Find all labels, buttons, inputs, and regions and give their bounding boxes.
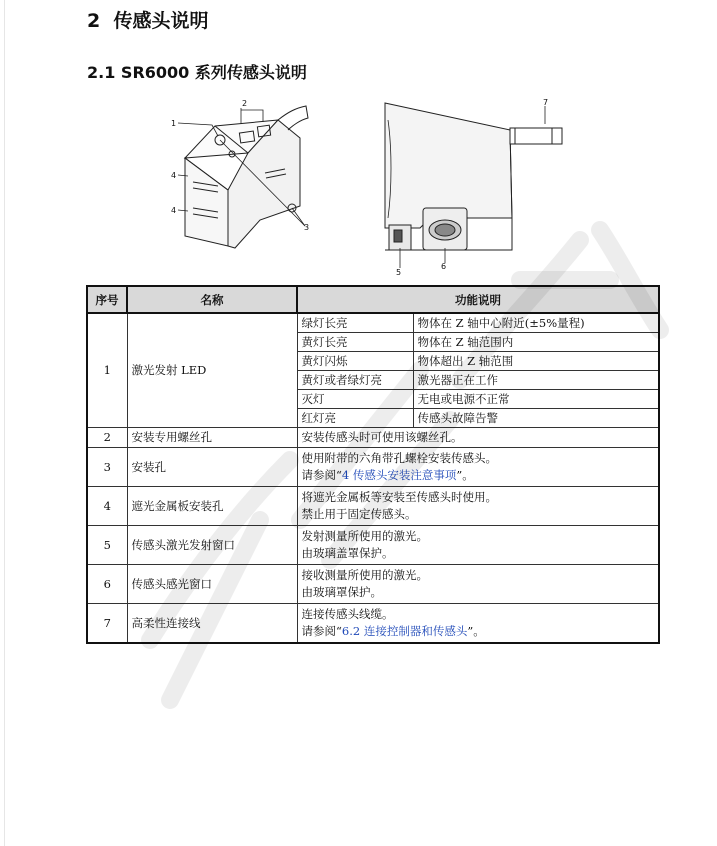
row-description xyxy=(297,604,659,644)
led-meaning: 物体在 Z 轴范围内 xyxy=(413,333,659,352)
led-meaning: 物体超出 Z 轴范围 xyxy=(413,352,659,371)
callout-label-7: 7 xyxy=(543,98,549,107)
description-line: 由玻璃盖罩保护。 xyxy=(301,546,394,560)
header-function: 功能说明 xyxy=(297,286,659,313)
led-meaning: 传感头故障告警 xyxy=(413,409,659,428)
description-line: 禁止用于固定传感头。 xyxy=(301,507,417,521)
row-description xyxy=(297,448,659,487)
led-state: 灭灯 xyxy=(297,390,413,409)
section-heading xyxy=(87,6,208,33)
row-number: 5 xyxy=(87,526,127,565)
callout-label-4a: 4 xyxy=(171,171,177,180)
row-number: 3 xyxy=(87,448,127,487)
row-number: 6 xyxy=(87,565,127,604)
table-row xyxy=(87,604,659,644)
description-line: 将遮光金属板等安装至传感头时使用。 xyxy=(301,490,497,504)
table-row xyxy=(87,565,659,604)
description-line: 接收测量所使用的激光。 xyxy=(301,568,428,582)
description-line: 发射测量所使用的激光。 xyxy=(301,529,428,543)
description-line: 使用附带的六角带孔螺栓安装传感头。 xyxy=(301,451,497,465)
row-description: 安装传感头时可使用该螺丝孔。 xyxy=(297,428,659,448)
sensor-head-figure xyxy=(160,98,580,280)
description-reference xyxy=(302,623,655,640)
row-description xyxy=(297,487,659,526)
quote-close: ”。 xyxy=(456,468,474,482)
table-row xyxy=(87,428,659,448)
row-number: 2 xyxy=(87,428,127,448)
table-row xyxy=(87,313,659,333)
led-meaning: 激光器正在工作 xyxy=(413,371,659,390)
led-state: 绿灯长亮 xyxy=(297,313,413,333)
led-state: 黄灯闪烁 xyxy=(297,352,413,371)
quote-open: 请参阅“ xyxy=(301,468,342,482)
quote-close: ”。 xyxy=(467,624,485,638)
led-meaning: 物体在 Z 轴中心附近(±5%量程) xyxy=(413,313,659,333)
table-row xyxy=(87,487,659,526)
callout-label-6: 6 xyxy=(441,262,447,271)
led-state: 红灯亮 xyxy=(297,409,413,428)
row-description xyxy=(297,565,659,604)
led-state: 黄灯或者绿灯亮 xyxy=(297,371,413,390)
row-name: 传感头激光发射窗口 xyxy=(127,526,297,565)
table-row xyxy=(87,526,659,565)
section-number: 2 xyxy=(87,10,101,32)
row-number: 7 xyxy=(87,604,127,644)
callout-label-4b: 4 xyxy=(171,206,177,215)
callout-label-1: 1 xyxy=(171,119,177,128)
row-name: 传感头感光窗口 xyxy=(127,565,297,604)
row-name: 激光发射 LED xyxy=(127,313,297,428)
subsection-title: SR6000 系列传感头说明 xyxy=(120,63,307,82)
row-number: 1 xyxy=(87,313,127,428)
row-number: 4 xyxy=(87,487,127,526)
subsection-heading xyxy=(87,60,307,83)
reference-link[interactable]: 4 传感头安装注意事项 xyxy=(341,468,457,482)
description-line: 连接传感头线缆。 xyxy=(301,607,394,621)
table-row xyxy=(87,448,659,487)
section-title: 传感头说明 xyxy=(113,10,209,32)
quote-open: 请参阅“ xyxy=(301,624,342,638)
page-edge-line xyxy=(4,0,5,846)
subsection-number: 2.1 xyxy=(87,63,116,82)
led-meaning: 无电或电源不正常 xyxy=(413,390,659,409)
callout-label-5: 5 xyxy=(396,268,402,277)
reference-link[interactable]: 6.2 连接控制器和传感头 xyxy=(341,624,468,638)
header-no: 序号 xyxy=(87,286,127,313)
description-reference xyxy=(302,467,655,484)
row-name: 遮光金属板安装孔 xyxy=(127,487,297,526)
header-name: 名称 xyxy=(127,286,297,313)
description-line: 由玻璃罩保护。 xyxy=(301,585,382,599)
led-state: 黄灯长亮 xyxy=(297,333,413,352)
sensor-parts-table xyxy=(86,285,660,644)
callout-label-2: 2 xyxy=(242,99,248,108)
row-name: 安装专用螺丝孔 xyxy=(127,428,297,448)
row-description xyxy=(297,526,659,565)
callout-label-3: 3 xyxy=(304,223,310,232)
row-name: 高柔性连接线 xyxy=(127,604,297,644)
row-name: 安装孔 xyxy=(127,448,297,487)
